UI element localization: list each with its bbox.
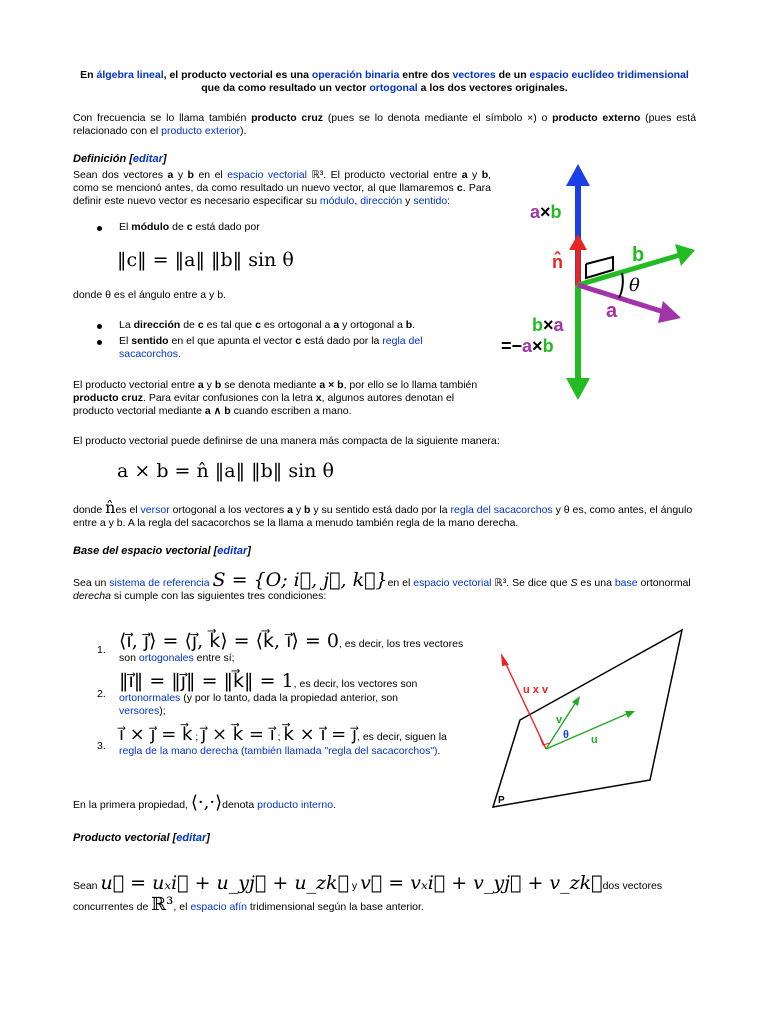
edit-link-base[interactable]: editar — [217, 545, 248, 557]
link-sistema-referencia[interactable]: sistema de referencia — [109, 577, 210, 589]
heading-base: Base del espacio vectorial [editar] — [73, 545, 251, 557]
label-theta: θ — [629, 275, 640, 296]
bullet-direccion: La dirección de c es tal que c es ortogonal a a y ortogonal a b. — [119, 319, 416, 331]
label-bxa: b×a — [532, 315, 564, 335]
formula-compacta: a × b = n̂ ‖a‖ ‖b‖ sin θ — [117, 460, 334, 482]
cond-number-3: 3. — [97, 740, 106, 752]
label-u: u — [591, 734, 598, 746]
link-algebra-lineal[interactable]: álgebra lineal — [96, 69, 164, 81]
formula-modulo: ‖c‖ = ‖a‖ ‖b‖ sin θ — [117, 249, 294, 271]
propiedad-paragraph: En la primera propiedad, ⟨·,·⟩denota producto interno. — [73, 792, 336, 813]
link-versores[interactable]: versores — [119, 705, 160, 717]
cond-number-1: 1. — [97, 644, 106, 656]
label-a: a — [606, 300, 618, 322]
formula-cond-1: ⟨i⃗, j⃗⟩ = ⟨j⃗, k⃗⟩ = ⟨k⃗, i⃗⟩ = 0 — [119, 630, 339, 652]
edit-link-definicion[interactable]: editar — [132, 153, 163, 165]
formula-r3: ℝ³ — [151, 894, 174, 915]
bullet-icon — [97, 226, 102, 231]
bullet-sentido: El sentido en el que apunta el vector c está dado por la regla del sacacorchos. — [119, 335, 423, 360]
donde-theta: donde θ es el ángulo entre a y b. — [73, 289, 226, 301]
denotacion-paragraph: El producto vectorial entre a y b se denota mediante a × b, por ello se lo llama también producto cruz. Para evitar confusiones con la letra x, algunos autores denotan el producto vectorial mediante a ∧ b cuando escriben a mano. — [73, 379, 478, 417]
plane-figure — [490, 625, 690, 815]
link-vectores[interactable]: vectores — [452, 69, 496, 81]
link-ortogonales[interactable]: ortogonales — [138, 652, 194, 664]
label-axb: a×b — [530, 202, 562, 222]
condition-1: ⟨i⃗, j⃗⟩ = ⟨j⃗, k⃗⟩ = ⟨k⃗, i⃗⟩ = 0, es decir, los tres vectores son ortogonales entre sí; — [119, 630, 464, 664]
heading-definicion: Definición [editar] — [73, 153, 167, 165]
cross-product-figure — [495, 160, 710, 400]
heading-producto-vectorial: Producto vectorial [editar] — [73, 832, 210, 844]
link-producto-exterior[interactable]: producto exterior — [161, 125, 240, 137]
producto-paragraph: Sean u⃗ = uₓi⃗ + u_yj⃗ + u_zk⃗ y v⃗ = vₓi⃗ + v_yj⃗ + v_zk⃗dos vectores concurrentes de ℝ³, el espacio afín tridimensional según la base anterior. — [73, 872, 663, 915]
link-sentido[interactable]: sentido — [413, 195, 448, 207]
base-paragraph: Sea un sistema de referencia S = {O; i⃗, j⃗, k⃗}en el espacio vectorial ℝ³. Se dice que S es una base ortonormal derecha si cumple con las siguientes tres condiciones: — [73, 569, 691, 602]
link-modulo[interactable]: módulo — [319, 195, 355, 207]
formula-u: u⃗ = uₓi⃗ + u_yj⃗ + u_zk⃗ — [100, 872, 349, 894]
bullet-icon — [97, 324, 102, 329]
definicion-paragraph: Sean dos vectores a y b en el espacio vectorial ℝ³. El producto vectorial entre a y b, como se mencionó antes, da como resultado un nuevo vector, al que llamaremos c. Para definir este nuevo vector es necesario especificar su módulo, dirección y sentido: — [73, 169, 492, 207]
bullet-icon — [97, 340, 102, 345]
donde-versor: donde n̂es el versor ortogonal a los vectores a y b y su sentido está dado por la regla del sacacorchos y θ es, como antes, el ángulo entre a y b. A la regla del sacacorchos se la llama a menudo también regla de la mano derecha. — [73, 498, 693, 529]
compact-intro: El producto vectorial puede definirse de una manera más compacta de la siguiente manera: — [73, 435, 500, 447]
link-ortogonal[interactable]: ortogonal — [369, 82, 418, 94]
formula-cond-3a: i⃗ × j⃗ = k⃗ — [119, 724, 193, 745]
link-mano-derecha[interactable]: regla de la mano derecha (también llamada "regla del sacacorchos") — [119, 745, 438, 757]
condition-3: i⃗ × j⃗ = k⃗ ; j⃗ × k⃗ = i⃗ ; k⃗ × i⃗ = j⃗, es decir, siguen la regla de la mano derecha (también llamada "regla del sacacorchos"). — [119, 724, 447, 757]
label-theta-2: θ — [563, 729, 569, 741]
formula-inner: ⟨·,·⟩ — [190, 792, 223, 813]
intro-paragraph-1: En álgebra lineal, el producto vectorial es una operación binaria entre dos vectores de un espacio euclídeo tridimensional que da como resultado un vector ortogonal a los dos vectores originales. — [80, 69, 689, 94]
formula-cond-3b: j⃗ × k⃗ = i⃗ — [201, 724, 275, 745]
link-base[interactable]: base — [614, 577, 638, 589]
intro-paragraph-2: Con frecuencia se lo llama también producto cruz (pues se lo denota mediante el símbolo ×) o producto externo (pues está relacionado con el producto exterior). — [73, 112, 697, 137]
formula-v: v⃗ = vₓi⃗ + v_yj⃗ + v_zk⃗ — [360, 872, 603, 894]
link-ortonormales[interactable]: ortonormales — [119, 692, 181, 704]
formula-cond-2: ‖i⃗‖ = ‖j⃗‖ = ‖k⃗‖ = 1 — [119, 670, 294, 692]
formula-S: S = {O; i⃗, j⃗, k⃗} — [212, 569, 388, 591]
link-espacio-vectorial-2[interactable]: espacio vectorial — [413, 577, 492, 589]
link-regla-sacacorchos-2[interactable]: regla del sacacorchos — [450, 504, 553, 516]
label-v: v — [556, 714, 563, 726]
label-P: P — [498, 795, 505, 806]
label-n: n̂ — [552, 252, 563, 272]
link-espacio-euclideo[interactable]: espacio euclídeo tridimensional — [529, 69, 689, 81]
condition-2: ‖i⃗‖ = ‖j⃗‖ = ‖k⃗‖ = 1, es decir, los vectores son ortonormales (y por lo tanto, dada la propiedad anterior, son versores); — [119, 670, 418, 717]
link-operacion-binaria[interactable]: operación binaria — [311, 69, 400, 81]
link-espacio-vectorial[interactable]: espacio vectorial — [227, 169, 307, 181]
link-producto-interno[interactable]: producto interno — [257, 799, 334, 811]
link-direccion[interactable]: dirección — [360, 195, 403, 207]
label-b: b — [632, 244, 645, 266]
cond-number-2: 2. — [97, 688, 106, 700]
formula-cond-3c: k⃗ × i⃗ = j⃗ — [283, 724, 357, 745]
edit-link-producto[interactable]: editar — [176, 832, 207, 844]
link-regla-sacacorchos[interactable]: regla del sacacorchos — [119, 335, 423, 360]
link-versor[interactable]: versor — [140, 504, 170, 516]
label-uxv: u x v — [523, 684, 549, 696]
bullet-modulo: El módulo de c está dado por — [119, 221, 260, 233]
label-neg-axb: =−a×b — [501, 336, 554, 356]
link-espacio-afin[interactable]: espacio afín — [190, 901, 247, 913]
